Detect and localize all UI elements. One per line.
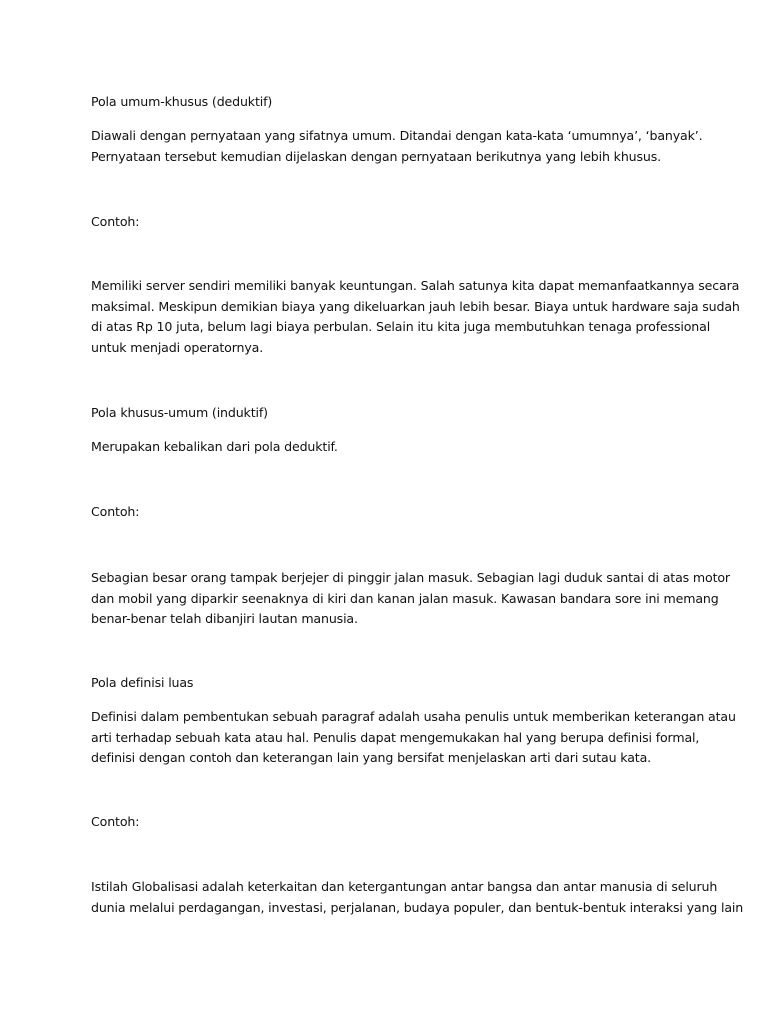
text-line: Memiliki server sendiri memiliki banyak keuntungan. Salah satunya kita dapat memanfaatkannya secara bbox=[91, 278, 740, 293]
label-text: Contoh: bbox=[91, 814, 140, 829]
text-line: Sebagian besar orang tampak berjejer di pinggir jalan masuk. Sebagian lagi duduk santai di atas motor bbox=[91, 570, 730, 585]
paragraph-definisi-example bbox=[91, 877, 744, 918]
text-line: Pernyataan tersebut kemudian dijelaskan dengan pernyataan berikutnya yang lebih khusus. bbox=[91, 148, 661, 164]
paragraph-induktif-example bbox=[91, 568, 730, 630]
label-text: Contoh: bbox=[91, 214, 140, 229]
contoh-label bbox=[91, 212, 691, 233]
contoh-label bbox=[91, 812, 691, 833]
text-line: benar-benar telah dibanjiri lautan manusia. bbox=[91, 611, 358, 626]
label-text: Contoh: bbox=[91, 504, 140, 519]
paragraph-definisi-definition bbox=[91, 707, 736, 769]
heading-text: Pola khusus-umum (induktif) bbox=[91, 405, 268, 420]
paragraph-deduktif-definition bbox=[91, 126, 703, 167]
paragraph-induktif-definition bbox=[91, 437, 691, 458]
heading-text: Pola umum-khusus (deduktif) bbox=[91, 94, 273, 109]
text-line: dunia melalui perdagangan, investasi, perjalanan, budaya populer, dan bentuk-bentuk interaksi yang lain bbox=[91, 899, 744, 915]
contoh-label bbox=[91, 502, 691, 523]
paragraph-deduktif-example bbox=[91, 276, 740, 358]
text-line: definisi dengan contoh dan keterangan lain yang bersifat menjelaskan arti dari sutau kata. bbox=[91, 750, 652, 765]
text-line: di atas Rp 10 juta, belum lagi biaya perbulan. Selain itu kita juga membutuhkan tenaga professional bbox=[91, 319, 711, 334]
text-line: Diawali dengan pernyataan yang sifatnya umum. Ditandai dengan kata-kata ‘umumnya’, ‘banyak’. bbox=[91, 128, 703, 143]
text-line: Merupakan kebalikan dari pola deduktif. bbox=[91, 439, 338, 454]
text-line: maksimal. Meskipun demikian biaya yang dikeluarkan jauh lebih besar. Biaya untuk hardware saja sudah bbox=[91, 298, 740, 314]
text-line: Istilah Globalisasi adalah keterkaitan dan ketergantungan antar bangsa dan antar manusia di seluruh bbox=[91, 879, 718, 894]
heading-deduktif bbox=[91, 92, 691, 113]
text-line: Definisi dalam pembentukan sebuah paragraf adalah usaha penulis untuk memberikan keterangan atau bbox=[91, 709, 736, 724]
heading-induktif bbox=[91, 403, 691, 424]
text-line: untuk menjadi operatornya. bbox=[91, 339, 264, 355]
text-line: arti terhadap sebuah kata atau hal. Penulis dapat mengemukakan hal yang berupa definisi formal, bbox=[91, 729, 700, 745]
text-line: dan mobil yang diparkir seenaknya di kiri dan kanan jalan masuk. Kawasan bandara sore ini memang bbox=[91, 590, 719, 606]
heading-definisi bbox=[91, 673, 691, 694]
heading-text: Pola definisi luas bbox=[91, 675, 194, 690]
